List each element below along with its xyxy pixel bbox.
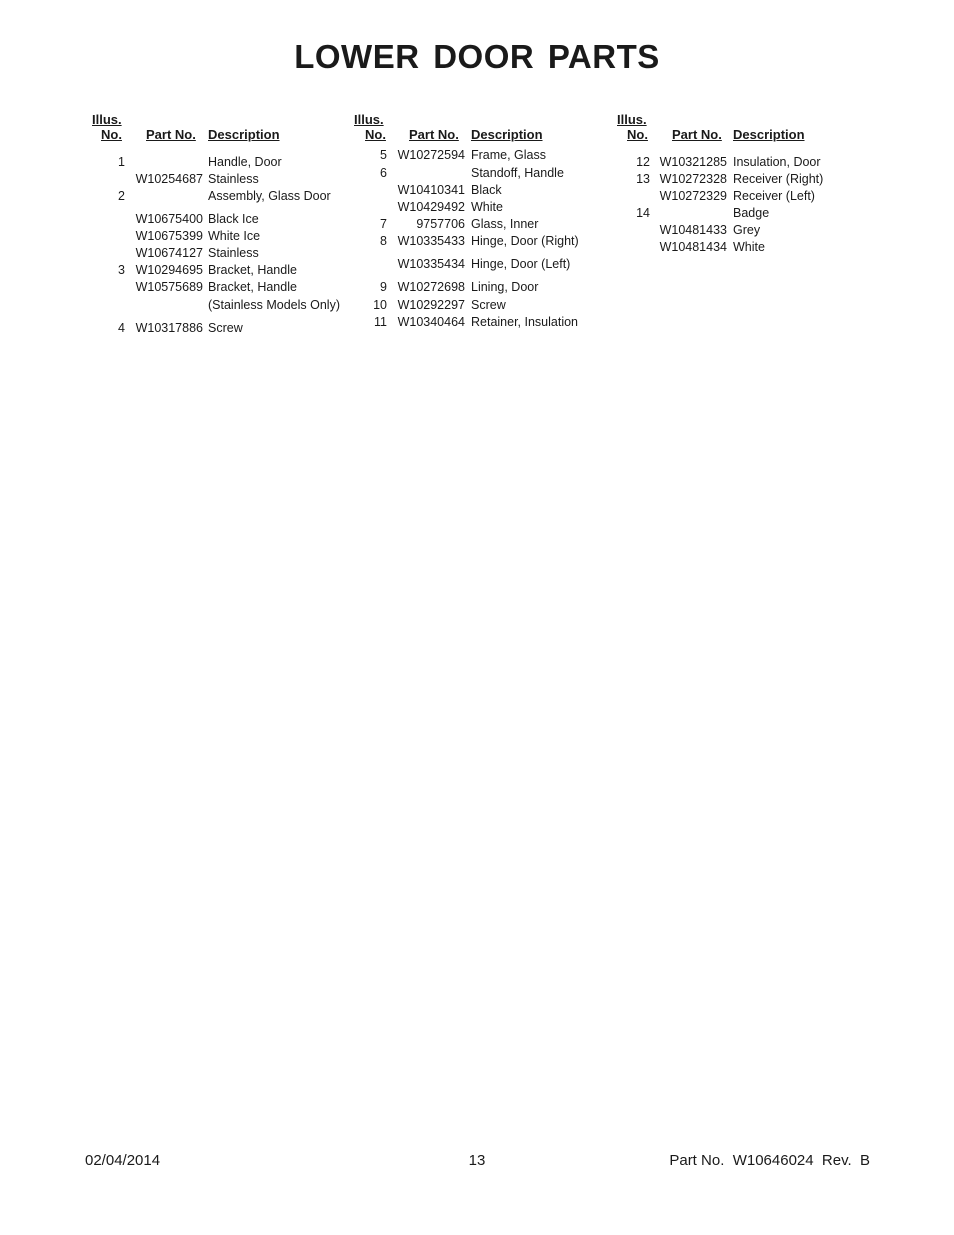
- parts-column-3: Illus. No. Part No. Description 12 W10321285 Insulation, Door 13 W10272328 Receiver (Right) W10272329 Receiver (Left) 14 Badge W10481433 Grey W10481434 White: [613, 111, 875, 151]
- column-header: [350, 111, 612, 151]
- footer-page-number: 13: [468, 1152, 486, 1169]
- header-no: No.: [101, 127, 122, 142]
- header-illus: Illus.: [92, 112, 122, 127]
- column-header: [613, 111, 875, 151]
- footer-part-number: Part No. W10646024 Rev. B: [669, 1152, 870, 1169]
- parts-column-2: Illus. No. Part No. Description 5 W10272594 Frame, Glass 6 Standoff, Handle W10410341 Black W10429492 White 7 9757706 Glass, Inner 8 W10335433 Hinge, Door (Right) W10335434 Hinge, Door (Left) 9 W10272698 Lining, Door 10 W10292297 Screw 11 W10340464 Retainer, Insulation: [350, 111, 612, 151]
- header-part-no: Part No.: [409, 127, 459, 142]
- header-description: Description: [471, 127, 543, 142]
- footer-date: 02/04/2014: [85, 1152, 161, 1169]
- header-no: No.: [365, 127, 386, 142]
- header-illus: Illus.: [617, 112, 647, 127]
- header-part-no: Part No.: [146, 127, 196, 142]
- header-illus: Illus.: [354, 112, 384, 127]
- parts-column-1: Illus. No. Part No. Description 1 Handle, Door W10254687 Stainless 2 Assembly, Glass Door W10675400 Black Ice W10675399 White Ice W10674127 Stainless 3 W10294695 Bracket, Handle W10575689 Bracket, Handle (Stainless Models Only) 4 W10317886 Screw: [88, 111, 350, 151]
- header-part-no: Part No.: [672, 127, 722, 142]
- header-description: Description: [733, 127, 805, 142]
- page-title: LOWER DOOR PARTS: [294, 38, 660, 75]
- header-description: Description: [208, 127, 280, 142]
- column-header: [88, 111, 350, 151]
- header-no: No.: [627, 127, 648, 142]
